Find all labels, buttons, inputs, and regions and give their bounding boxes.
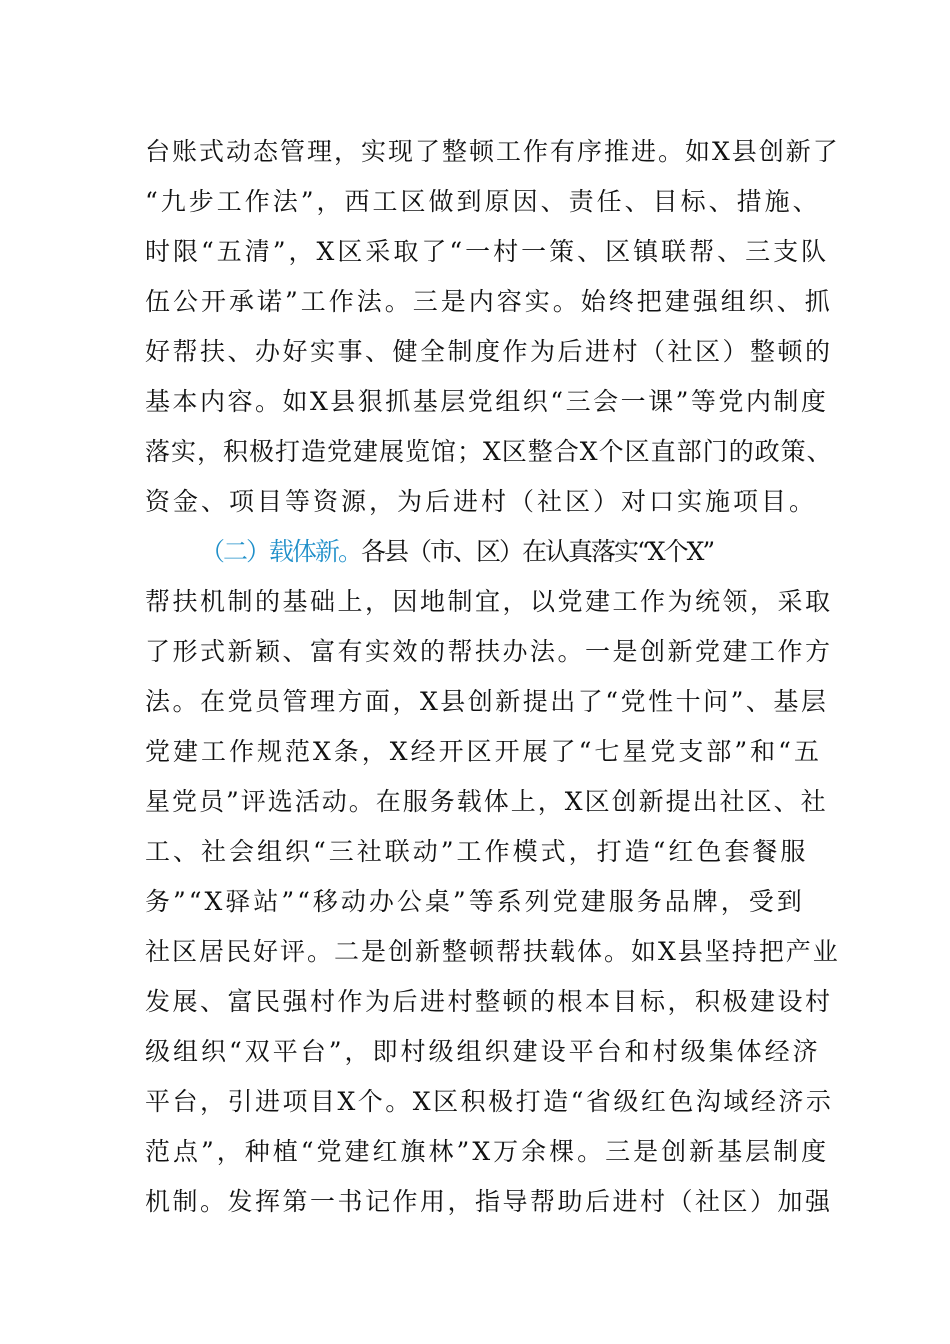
paragraph-line: 台账式动态管理，实现了整顿工作有序推进。如X县创新了 (145, 137, 840, 166)
section-heading-rest: 各县（市、区）在认真落实“X个X” (361, 537, 714, 566)
paragraph-line: 资金、项目等资源，为后进村（社区）对口实施项目。 (145, 487, 818, 516)
paragraph-line: 了形式新颖、富有实效的帮扶办法。一是创新党建工作方 (145, 637, 833, 666)
paragraph-line: 帮扶机制的基础上，因地制宜，以党建工作为统领，采取 (145, 587, 833, 616)
paragraph-line: 级组织“双平台”，即村级组织建设平台和村级集体经济 (145, 1037, 821, 1066)
paragraph-line: 法。在党员管理方面，X县创新提出了“党性十问”、基层 (145, 687, 829, 716)
paragraph-line: 发展、富民强村作为后进村整顿的根本目标，积极建设村 (145, 987, 833, 1016)
paragraph-line: 范点”，种植“党建红旗林”X万余棵。三是创新基层制度 (145, 1137, 830, 1166)
section-heading-line (200, 530, 890, 574)
paragraph-line: “九步工作法”，西工区做到原因、责任、目标、措施、 (145, 187, 821, 216)
paragraph-line: 党建工作规范X条，X经开区开展了“七星党支部”和“五 (145, 737, 822, 766)
paragraph-line: 机制。发挥第一书记作用，指导帮助后进村（社区）加强 (145, 1187, 833, 1216)
paragraph-line: 好帮扶、办好实事、健全制度作为后进村（社区）整顿的 (145, 337, 833, 366)
section-heading: （二）载体新。 (200, 537, 362, 566)
paragraph-line: 社区居民好评。二是创新整顿帮扶载体。如X县坚持把产业 (145, 937, 840, 966)
paragraph-line: 平台，引进项目X个。X区积极打造“省级红色沟域经济示 (145, 1087, 834, 1116)
paragraph-line: 务”“X驿站”“移动办公桌”等系列党建服务品牌，受到 (145, 887, 805, 916)
paragraph-line: 基本内容。如X县狠抓基层党组织“三会一课”等党内制度 (145, 387, 829, 416)
paragraph-line: 工、社会组织“三社联动”工作模式，打造“红色套餐服 (145, 837, 809, 866)
paragraph-line: 时限“五清”，X区采取了“一村一策、区镇联帮、三支队 (145, 237, 830, 266)
paragraph-line: 星党员”评选活动。在服务载体上，X区创新提出社区、社 (145, 787, 828, 816)
paragraph-line: 伍公开承诺”工作法。三是内容实。始终把建强组织、抓 (145, 287, 833, 316)
paragraph-line: 落实，积极打造党建展览馆；X区整合X个区直部门的政策、 (145, 437, 833, 466)
